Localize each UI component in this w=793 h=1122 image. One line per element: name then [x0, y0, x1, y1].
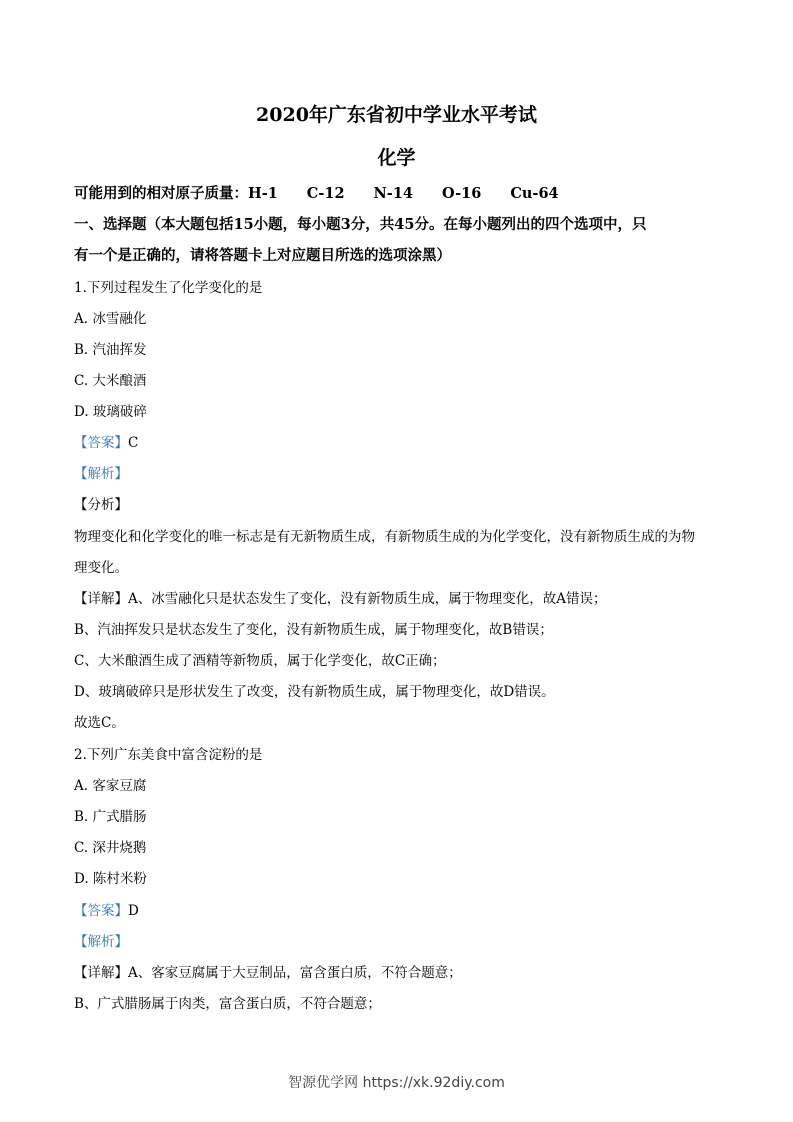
q1-fenxi-line2: 理变化。 [74, 560, 128, 576]
q1-analysis-tag: 【解析】 [74, 466, 128, 482]
q1-detail-line3: C、大米酿酒生成了酒精等新物质，属于化学变化，故C正确； [74, 653, 446, 669]
q2-option-d: D. 陈村米粉 [74, 871, 147, 887]
q1-detail-line2: B、汽油挥发只是状态发生了变化，没有新物质生成，属于物理变化，故B错误； [74, 622, 553, 638]
q2-answer-line [74, 899, 725, 919]
q1-detail-line4: D、玻璃破碎只是形状发生了改变，没有新物质生成，属于物理变化，故D错误。 [74, 684, 555, 700]
q2-option-b: B. 广式腊肠 [74, 809, 147, 825]
exam-subject: 化学 [377, 147, 416, 169]
footer-watermark: 智源优学网 https://xk.92diy.com [288, 1075, 505, 1091]
q1-option-a: A. 冰雪融化 [74, 311, 147, 327]
q1-answer-value: C [128, 435, 139, 451]
q2-stem: 2.下列广东美食中富含淀粉的是 [74, 747, 263, 763]
q2-option-a: A. 客家豆腐 [74, 778, 147, 794]
q2-analysis-tag: 【解析】 [74, 934, 128, 950]
q1-fenxi-tag: 【分析】 [74, 497, 128, 513]
q1-stem: 1.下列过程发生了化学变化的是 [74, 280, 263, 296]
q2-detail-line2: B、广式腊肠属于肉类，富含蛋白质，不符合题意； [74, 996, 381, 1012]
q2-answer-tag: 【答案】 [74, 903, 128, 919]
q1-option-d: D. 玻璃破碎 [74, 404, 147, 420]
q1-detail-line1: 【详解】A、冰雪融化只是状态发生了变化，没有新物质生成，属于物理变化，故A错误； [74, 591, 607, 607]
q1-option-c: C. 大米酿酒 [74, 373, 147, 389]
q2-option-c: C. 深井烧鹅 [74, 840, 147, 856]
exam-title: 2020年广东省初中学业水平考试 [256, 104, 537, 126]
q2-detail-line1: 【详解】A、客家豆腐属于大豆制品，富含蛋白质，不符合题意； [74, 965, 462, 981]
q1-answer-tag: 【答案】 [74, 435, 128, 451]
q1-option-b: B. 汽油挥发 [74, 342, 147, 358]
section-heading-line1: 一、选择题（本大题包括15小题，每小题3分，共45分。在每小题列出的四个选项中，只 [74, 216, 647, 233]
q1-conclusion: 故选C。 [74, 715, 125, 731]
q1-fenxi-line1: 物理变化和化学变化的唯一标志是有无新物质生成，有新物质生成的为化学变化，没有新物质生成的为物 [74, 529, 695, 545]
section-heading-line2: 有一个是正确的，请将答题卡上对应题目所选的选项涂黑） [74, 247, 451, 264]
atomic-mass-line: 可能用到的相对原子质量：H-1 C-12 N-14 O-16 Cu-64 [74, 185, 559, 202]
q1-answer-line [74, 431, 725, 451]
q2-answer-value: D [128, 903, 139, 919]
